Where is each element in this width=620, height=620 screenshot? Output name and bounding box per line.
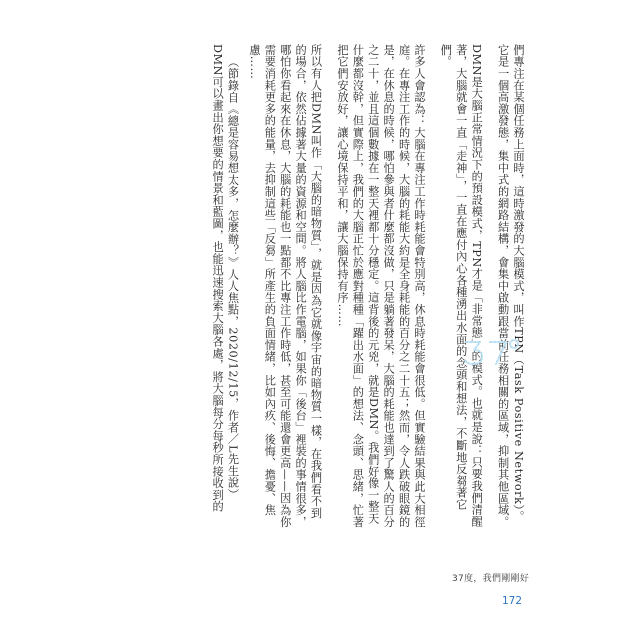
book-title: 37度，我們剛剛好 [452, 574, 530, 584]
page-number: 172 [502, 595, 523, 607]
vertical-text-block [200, 44, 526, 530]
paragraph-energy: 許多人會認為：大腦在專注工作時耗能會特別高，休息時耗能會很低。但實驗結果與此大相徑庭。在專注工作的時候，大腦的耗能大約是全身耗能的百分之二十五；然而，令人跌破眼鏡的是，在休息的時候，哪怕參與者什麼都沒做，只是躺著發呆，大腦的耗能也達到了驚人的百分之二十，並且這個數據在一整天裡都十分穩定。這背後的元兇，就是DMN。我們好像一整天什麼都沒幹，但實際上，我們的大腦正忙於應對種種「躍出水面」的想法、念頭、思緒，忙著把它們安放好，讓心境保持平和，讓大腦保持有序…… [335, 44, 426, 528]
chapter-mark-37-degree [462, 336, 532, 368]
paragraph-dmn-default: DMN是大腦正常情況下的預設模式，TPN才是「非常態」的模式。也就是說：只要我們清醒著，大腦就會一直「走神」，一直在應付內心各種湧出水面的念頭和想法，不斷地反芻著它們。 [439, 44, 484, 528]
paragraph-tpn: 們專注在某個任務上面時，這時激發的大腦模式，叫作TPN（Task Positive Network）。它是一個高激發態，集中式的網路結構，會集中啟動跟當前任務相關的區域，抑制其他區域。 [496, 44, 525, 528]
paragraph-dark-matter: 所以有人把DMN叫作「大腦的暗物質」，就是因為它就像宇宙的暗物質一樣，在我們看不到的場合，依然佔據著大量的資源和空間。將人腦比作電腦，如果你「後台」裡裝的事情很多，哪怕你看起來在休息，大腦的耗能也一點都不比專注工作時低，甚至可能還會更高——因為你需要消耗更多的能量，去抑制這些「反芻」所產生的負面情緒，比如內疚、後悔、擔憂、焦慮…… [247, 44, 323, 528]
source-citation: （節錄自《總是容易想太多，怎麼辦？》人人焦點，2020/12/15，作者／L先生說） [226, 56, 240, 501]
next-section-intro: DMN可以畫出你想要的情景和藍圖，也能迅速搜索大腦各處，將大腦每分每秒所接收到的 [211, 44, 225, 513]
